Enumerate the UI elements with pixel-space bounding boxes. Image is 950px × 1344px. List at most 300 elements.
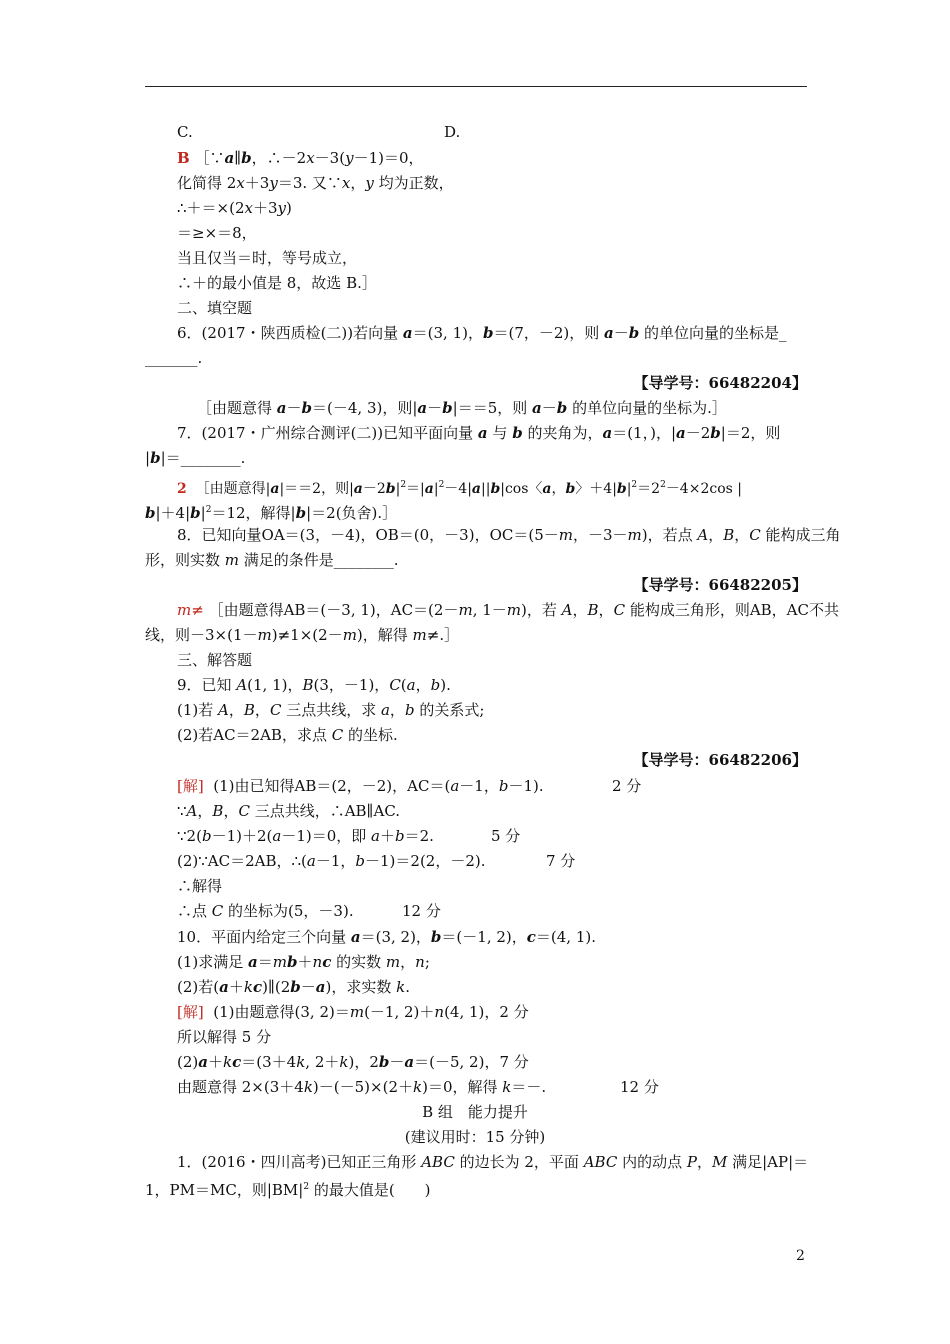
text: ， [415, 676, 431, 694]
text: (4, 1)，2 分 [444, 1003, 529, 1021]
point-a: A [697, 526, 709, 544]
text: 内的动点 [617, 1153, 687, 1171]
text: 三点共线，求 [281, 701, 381, 719]
text: 的最大值是( ) [309, 1181, 431, 1199]
question-10-solution-1 [0, 1002, 950, 1022]
var-b: b [430, 676, 441, 694]
var-m: m [412, 626, 427, 644]
text: |＋4| [155, 504, 191, 522]
var-k: k [303, 1078, 313, 1096]
text: )＝0，解得 [422, 1078, 503, 1096]
question-10-part-2 [0, 977, 950, 997]
vector-b: b [241, 149, 252, 167]
question-7 [0, 423, 950, 443]
text: ＋ [379, 827, 395, 845]
vector-a: a [542, 481, 552, 497]
var-k: k [502, 1078, 512, 1096]
vector-c: c [322, 953, 332, 971]
var-k: k [396, 978, 406, 996]
vector-b: b [442, 399, 453, 417]
var-n: n [434, 1003, 445, 1021]
text: ＝ [257, 953, 273, 971]
text: －3( [314, 149, 346, 167]
point-a: A [218, 701, 229, 719]
text: 的实数 [331, 953, 386, 971]
var-b: b [395, 827, 405, 845]
text: 6．(2017・陕西质检(二))若向量 [177, 324, 403, 342]
vector-b: b [710, 424, 721, 442]
text: ＝(－5, 2)，7 分 [414, 1053, 529, 1071]
vector-b: b [565, 481, 576, 497]
text: 的坐标为(5，－3). [223, 902, 354, 920]
question-10 [0, 927, 950, 947]
text: 满足|AP|＝ [727, 1153, 809, 1171]
text: ［由题意得AB＝(－3, 1)，AC＝(2－ [203, 601, 459, 619]
vector-a: a [602, 424, 613, 442]
text: | [626, 481, 632, 497]
text: ＝2 [637, 481, 661, 497]
triangle-abc: ABC [583, 1153, 618, 1171]
point-a: A [236, 676, 248, 694]
text: )，若 [521, 601, 562, 619]
text: , 1－ [472, 601, 507, 619]
vector-a: a [402, 324, 413, 342]
text: －1). [508, 777, 544, 795]
question-9-part-1 [0, 700, 950, 720]
text: ＋ [207, 1053, 223, 1071]
text: | [433, 481, 439, 497]
text: ， [350, 174, 366, 192]
point-c: C [613, 601, 626, 619]
text: (1)若 [177, 701, 219, 719]
group-b-time: (建议用时：15 分钟) [404, 1128, 546, 1146]
question-9-solution-1 [0, 776, 950, 796]
vector-b: b [628, 324, 640, 342]
text: ＋ [297, 953, 313, 971]
text: － [427, 399, 443, 417]
question-9 [0, 675, 950, 695]
option-c: C. [177, 123, 193, 141]
vector-a: a [353, 481, 363, 497]
var-n: n [312, 953, 323, 971]
text: (1)由题意得(3, 2)＝ [213, 1003, 350, 1021]
text: ＝3. 又∵ [277, 174, 342, 192]
var-m: m [349, 1003, 365, 1021]
question-9-solution-2 [0, 801, 950, 821]
var-m: m [224, 551, 240, 569]
text: ). [440, 676, 451, 694]
text: )，解得 [356, 626, 413, 644]
vector-c: c [252, 978, 263, 996]
superscript: 2 [438, 480, 445, 490]
text: ， [389, 701, 405, 719]
text: ＝(3, 2)， [360, 928, 431, 946]
text: ( [400, 676, 407, 694]
var-a: a [272, 827, 282, 845]
text: 〉＋4| [575, 481, 617, 497]
vector-b: b [430, 928, 442, 946]
solution-line: 当且仅当＝时，等号成立， [177, 249, 358, 267]
text: － [389, 1053, 405, 1071]
guide-number: 【导学号：66482204】 [633, 374, 807, 392]
vector-b: b [482, 324, 494, 342]
text: －2 [362, 481, 386, 497]
text: ［∵ [194, 149, 225, 167]
text: 1，PM＝MC，则|BM| [145, 1181, 304, 1199]
vector-a: a [270, 481, 280, 497]
text: ［由题意得 [197, 399, 277, 417]
text: ＋3 [252, 199, 278, 217]
text: 的边长为 2，平面 [454, 1153, 584, 1171]
vector-a: a [276, 399, 287, 417]
text: 的坐标. [343, 726, 398, 744]
superscript: 2 [303, 1182, 310, 1192]
text: ∥ [234, 149, 242, 167]
point-c: C [238, 802, 250, 820]
var-a: a [380, 701, 390, 719]
guide-number: 【导学号：66482206】 [633, 751, 807, 769]
text: ＝2. [404, 827, 434, 845]
text: ∵ [177, 802, 187, 820]
point-c: C [269, 701, 282, 719]
text: (3，－1)， [313, 676, 390, 694]
text: ; [424, 953, 430, 971]
text: － [286, 399, 302, 417]
text: ［由题意得| [195, 481, 271, 497]
text: －1)＝0， [353, 149, 424, 167]
text: |＝________. [160, 449, 246, 467]
vector-a: a [477, 424, 488, 442]
text: 三点共线，∴AB∥AC. [249, 802, 401, 820]
vector-b: b [512, 424, 523, 442]
score: 12 分 [620, 1078, 659, 1096]
text: )，若点 [641, 526, 698, 544]
point-c: C [211, 902, 224, 920]
text: 均为正数， [373, 174, 454, 192]
text: ， [197, 802, 213, 820]
text: ＝| [406, 481, 425, 497]
var-x: x [341, 174, 351, 192]
superscript: 2 [205, 505, 212, 515]
text: 的单位向量的坐标是_ [639, 324, 787, 342]
question-10-solution-2: 所以解得 5 分 [177, 1028, 272, 1046]
var-m: m [558, 526, 573, 544]
var-m: m [385, 953, 401, 971]
text: ， [551, 481, 566, 497]
question-b1 [0, 1152, 950, 1172]
question-9-part-2 [0, 725, 950, 745]
text: (1)求满足 [177, 953, 249, 971]
vector-a: a [198, 1053, 208, 1071]
text: 8．已知向量OA＝(3，－4)，OB＝(0，－3)，OC＝(5－ [177, 526, 559, 544]
vector-a: a [532, 399, 542, 417]
text: 能构成三角形，则AB，AC不共 [625, 601, 839, 619]
vector-c: c [232, 1053, 242, 1071]
vector-b: b [301, 399, 313, 417]
var-y: y [345, 149, 354, 167]
var-k: k [296, 1053, 306, 1071]
var-x: x [244, 199, 253, 217]
text: ＋3 [244, 174, 270, 192]
text: －1， [315, 852, 356, 870]
question-b1-line-2 [0, 1177, 950, 1200]
text: ， [254, 701, 270, 719]
text: | [200, 504, 206, 522]
vector-b: b [616, 481, 627, 497]
text: 7．(2017・广州综合测评(二))已知平面向量 [177, 424, 478, 442]
text: ) [286, 199, 292, 217]
text: (2) [177, 1053, 199, 1071]
text: 的关系式; [414, 701, 485, 719]
score: 2 分 [612, 777, 642, 795]
text: | [395, 481, 401, 497]
vector-b: b [378, 1053, 390, 1071]
score: 12 分 [402, 902, 441, 920]
vector-a: a [350, 928, 361, 946]
var-m: m [257, 626, 272, 644]
question-8-line-2 [0, 550, 950, 570]
text: －1)＝2(2，－2). [365, 852, 486, 870]
text: ∵2( [177, 827, 202, 845]
point-c: C [389, 676, 401, 694]
text: ， [228, 701, 244, 719]
solution-label: [解] [177, 1003, 204, 1021]
text: ＝(－1, 2)， [441, 928, 527, 946]
question-8 [0, 525, 950, 545]
var-k: k [243, 978, 253, 996]
text: ＝(3＋4 [241, 1053, 297, 1071]
text: (2)∵AC＝2AB，∴( [177, 852, 307, 870]
question-6 [0, 323, 950, 343]
var-m: m [627, 526, 642, 544]
point-m: M [711, 1153, 728, 1171]
text: 9．已知 [177, 676, 237, 694]
vector-c: c [526, 928, 536, 946]
question-9-solution-3 [0, 826, 950, 846]
text: ， [598, 601, 614, 619]
var-a: a [406, 676, 416, 694]
text: －1， [459, 777, 499, 795]
var-y: y [277, 199, 287, 217]
question-8-solution [0, 600, 950, 620]
text: ＝(1，)，| [612, 424, 677, 442]
solution-line: ＝≥×＝8， [177, 224, 257, 242]
question-7-solution [0, 475, 950, 499]
text: 化简得 2 [177, 174, 237, 192]
text: ， [708, 526, 724, 544]
var-n: n [415, 953, 425, 971]
vector-a: a [219, 978, 229, 996]
text: (－1, 2)＋ [364, 1003, 435, 1021]
var-m: m [506, 601, 522, 619]
guide-number: 【导学号：66482205】 [633, 576, 807, 594]
vector-a: a [224, 149, 235, 167]
question-9-solution-6 [0, 901, 950, 921]
text: )≠1×(2－ [271, 626, 343, 644]
solution-line [0, 148, 950, 168]
var-m: m [342, 626, 357, 644]
solution-line [0, 198, 950, 218]
text: |＝2(负舍).］ [306, 504, 398, 522]
text: |cos〈 [500, 481, 543, 497]
triangle-abc: ABC [421, 1153, 455, 1171]
var-a: a [306, 852, 316, 870]
question-9-solution-5: ∴解得 [177, 877, 223, 895]
text: ≠.］ [426, 626, 460, 644]
text: ＝－. [511, 1078, 547, 1096]
vector-a: a [604, 324, 614, 342]
text: |＝2，则 [720, 424, 781, 442]
text: 形，则实数 [145, 551, 225, 569]
var-b: b [355, 852, 366, 870]
text: ， [696, 1153, 712, 1171]
point-c: C [331, 726, 344, 744]
text: 能构成三角 [760, 526, 841, 544]
vector-a: a [315, 978, 326, 996]
answer-mark: B [177, 149, 190, 167]
text: ＝(－4, 3)，则| [312, 399, 418, 417]
text: 与 [487, 424, 513, 442]
vector-b: b [385, 481, 396, 497]
text: |＝＝2，则| [279, 481, 354, 497]
text: || [481, 481, 491, 497]
var-k: k [223, 1053, 233, 1071]
score: 5 分 [491, 827, 521, 845]
text: －1)＝0，即 [281, 827, 372, 845]
text: ，∴－2 [251, 149, 307, 167]
point-b: B [212, 802, 224, 820]
option-d: D. [444, 123, 461, 141]
vector-a: a [248, 953, 258, 971]
vector-b: b [490, 481, 501, 497]
var-b: b [498, 777, 509, 795]
text: ＝(4, 1). [535, 928, 596, 946]
point-b: B [587, 601, 599, 619]
question-7-line-2 [0, 448, 950, 468]
text: － [300, 978, 316, 996]
text: 的单位向量的坐标为.］ [567, 399, 727, 417]
text: 满足的条件是________. [239, 551, 399, 569]
text: － [613, 324, 629, 342]
point-p: P [686, 1153, 697, 1171]
text: ， [734, 526, 750, 544]
var-y: y [365, 174, 374, 192]
text: ， [223, 802, 239, 820]
answer-mark: 2 [177, 481, 187, 497]
vector-a: a [471, 481, 481, 497]
text: －1)＋2( [211, 827, 273, 845]
superscript: 2 [400, 480, 407, 490]
vector-a: a [417, 399, 428, 417]
text: ∴＋＝×(2 [177, 199, 245, 217]
var-a: a [371, 827, 380, 845]
text: )∥(2 [262, 978, 291, 996]
question-10-part-1 [0, 952, 950, 972]
text: (2)若( [177, 978, 220, 996]
vector-b: b [287, 953, 298, 971]
answer-mark: m≠ [177, 601, 204, 619]
var-m: m [272, 953, 288, 971]
var-y: y [269, 174, 278, 192]
text: ＝12，解得| [211, 504, 296, 522]
group-b-heading: B 组 能力提升 [422, 1103, 528, 1121]
text: )，求实数 [325, 978, 397, 996]
vector-b: b [556, 399, 568, 417]
text: . [405, 978, 411, 996]
text: )－(－5)×(2＋ [312, 1078, 413, 1096]
point-c: C [749, 526, 761, 544]
var-x: x [306, 149, 315, 167]
superscript: 2 [631, 480, 638, 490]
text: 的夹角为， [522, 424, 603, 442]
text: 由题意得 2×(3＋4 [177, 1078, 304, 1096]
text: －2 [685, 424, 711, 442]
var-a: a [450, 777, 460, 795]
text: ， [572, 601, 588, 619]
text: | [145, 449, 151, 467]
section-heading-fill-in: 二、填空题 [177, 299, 253, 317]
question-7-solution-line-2 [0, 500, 950, 523]
section-heading-answers: 三、解答题 [177, 651, 253, 669]
text: ， [400, 953, 416, 971]
question-6-blank: _______. [145, 349, 203, 367]
text: 10．平面内给定三个向量 [177, 928, 351, 946]
point-b: B [243, 701, 255, 719]
text: ＝(7，－2)，则 [493, 324, 605, 342]
point-a: A [186, 802, 198, 820]
text: )，2 [348, 1053, 379, 1071]
text: ＋ [228, 978, 244, 996]
text: |＝＝5，则 [452, 399, 533, 417]
text: , 2＋ [305, 1053, 340, 1071]
text: (1)由已知得AB＝(2，－2)，AC＝( [213, 777, 451, 795]
score: 7 分 [546, 852, 576, 870]
vector-a: a [676, 424, 686, 442]
point-a: A [561, 601, 573, 619]
vector-b: b [295, 504, 307, 522]
text: ＝(3, 1)， [412, 324, 483, 342]
question-10-solution-3 [0, 1052, 950, 1072]
var-k: k [339, 1053, 349, 1071]
vector-b: b [190, 504, 201, 522]
point-b: B [723, 526, 735, 544]
vector-b: b [150, 449, 161, 467]
vector-a: a [424, 481, 434, 497]
var-m: m [458, 601, 473, 619]
text: ，－3－ [572, 526, 628, 544]
question-9-solution-4 [0, 851, 950, 871]
solution-line: ∴＋的最小值是 8，故选 B.］ [177, 274, 377, 292]
solution-label: [解] [177, 777, 204, 795]
text: (1, 1)， [247, 676, 303, 694]
page-number: 2 [796, 1248, 805, 1264]
text: ∴点 [177, 902, 212, 920]
superscript: 2 [660, 480, 666, 490]
question-10-solution-4 [0, 1077, 950, 1097]
text: (2)若AC＝2AB，求点 [177, 726, 332, 744]
var-k: k [413, 1078, 423, 1096]
question-8-solution-line-2 [0, 625, 950, 645]
point-b: B [302, 676, 314, 694]
header-rule [145, 86, 807, 87]
var-x: x [236, 174, 245, 192]
var-b: b [201, 827, 212, 845]
text: －4×2cos | [665, 481, 742, 497]
vector-b: b [290, 978, 301, 996]
var-b: b [404, 701, 415, 719]
vector-a: a [404, 1053, 415, 1071]
solution-line [0, 173, 950, 193]
